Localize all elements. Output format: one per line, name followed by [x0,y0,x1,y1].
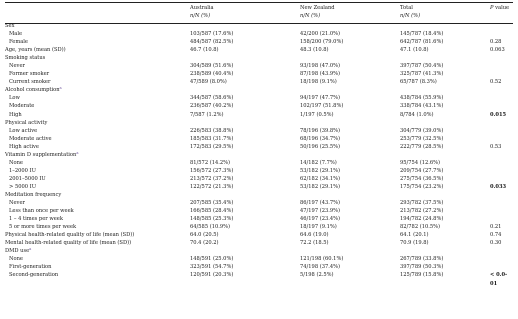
table-section-row [0,191,518,199]
p-value-text: 0.21 [490,224,502,231]
table-row [0,143,518,151]
table-row [0,175,518,183]
total-value: 222/779 (28.5%) [400,143,444,150]
total-value: 642/787 (81.6%) [400,39,444,46]
total-value: 325/787 (41.3%) [400,71,444,78]
row-label-text: Low active [9,127,38,134]
row-label-text: > 5000 IU [9,183,37,190]
row-label [9,38,28,46]
row-label-text: Second-generation [9,272,59,279]
row-label [9,159,23,167]
row-label [5,231,134,239]
row-label [9,94,20,102]
header-new-zealand [300,4,335,20]
row-label [5,151,78,159]
table-section-row [0,231,518,239]
table-row [0,78,518,86]
row-label [9,111,22,119]
australia-value: 64/585 (10.9%) [190,224,231,231]
table-row [0,223,518,231]
footnote-marker: a [29,247,32,252]
total-value: 253/779 (32.5%) [400,135,444,142]
row-label-text: Moderate [9,103,35,110]
row-label-text: Female [9,39,28,46]
table-section-row [0,86,518,94]
row-label [5,86,62,94]
new-zealand-value: 87/198 (43.9%) [300,71,341,78]
total-value: 304/779 (39.0%) [400,127,444,134]
australia-value: 103/587 (17.6%) [190,31,234,38]
p-value [490,143,501,151]
p-value [490,239,501,247]
header-p-italic: P [490,5,494,11]
row-label-text: Mental health-related quality of life (mean (SD)) [5,240,132,247]
table-row [0,159,518,167]
row-label-text: High [9,111,22,118]
header-total-name: Total [400,5,413,11]
australia-value: 156/572 (27.3%) [190,167,234,174]
australia-value: 323/591 (54.7%) [190,264,234,271]
new-zealand-value: 1/197 (0.5%) [300,111,334,118]
australia-value: 484/587 (82.5%) [190,39,234,46]
australia-value: 46.7 (10.8) [190,47,219,54]
new-zealand-value: 102/197 (51.8%) [300,103,344,110]
p-value-text-continued: 01 [490,280,498,287]
new-zealand-value: 46/197 (23.4%) [300,216,341,223]
row-label [9,70,49,78]
total-value: 338/784 (43.1%) [400,103,444,110]
total-value: 65/787 (8.3%) [400,79,437,86]
australia-value: 64.0 (20.5) [190,232,219,239]
new-zealand-value: 50/196 (25.5%) [300,143,341,150]
row-label-text: Current smoker [9,79,51,86]
australia-value: 122/572 (21.3%) [190,183,234,190]
row-label-text: 2001–5000 IU [9,175,46,182]
p-value [490,38,501,46]
row-label [9,183,36,191]
row-label [5,239,131,247]
row-label-text: Sex [5,23,15,29]
table-section-row [0,22,518,30]
row-label [9,143,39,151]
australia-value: 172/583 (29.5%) [190,143,234,150]
row-label [9,127,37,135]
row-label-text: Smoking status [5,55,46,62]
row-label-text: Low [9,95,20,102]
total-value: 397/787 (50.4%) [400,63,444,70]
total-value: 145/787 (18.4%) [400,31,444,38]
row-label [9,207,74,215]
table-row [0,199,518,207]
row-label [9,62,25,70]
table-row [0,30,518,38]
table-row [0,70,518,78]
p-value [490,111,506,119]
p-value-text: 0.063 [490,47,505,54]
header-p-rest: value [493,5,510,11]
p-value-text: 0.53 [490,143,502,150]
p-value-text: 0.52 [490,79,502,86]
new-zealand-value: 64.6 (19.0) [300,232,329,239]
new-zealand-value: 18/197 (9.1%) [300,224,337,231]
row-label-text: High active [9,143,39,150]
table-row [0,271,518,287]
australia-value: 238/589 (40.4%) [190,71,234,78]
table-row [0,94,518,102]
row-label [5,119,47,127]
total-value: 213/782 (27.2%) [400,208,444,215]
header-p-value [490,4,509,12]
total-value: 95/754 (12.6%) [400,159,441,166]
total-value: 293/782 (37.5%) [400,200,444,207]
new-zealand-value: 53/182 (29.1%) [300,167,341,174]
australia-value: 304/589 (51.6%) [190,63,234,70]
row-label-text: Male [9,31,23,38]
row-label [9,271,58,279]
row-label-text: Age, years (mean (SD)) [5,47,66,54]
table-row [0,62,518,70]
table-row [0,38,518,46]
header-australia [190,4,214,20]
new-zealand-value: 14/182 (7.7%) [300,159,337,166]
australia-value: 120/591 (20.3%) [190,272,234,279]
row-label [9,167,36,175]
row-label-text: 1–2000 IU [9,167,36,174]
row-label-text: None [9,256,23,263]
total-value: 209/754 (27.7%) [400,167,444,174]
table-row [0,111,518,119]
australia-value: 226/583 (38.8%) [190,127,234,134]
total-value: 82/782 (10.5%) [400,224,441,231]
header-australia-sub: n/N (%) [190,13,211,19]
p-value [490,46,505,54]
new-zealand-value: 158/200 (79.0%) [300,39,344,46]
header-nz-sub: n/N (%) [300,13,321,19]
australia-value: 213/572 (37.2%) [190,175,234,182]
new-zealand-value: 53/182 (29.1%) [300,183,341,190]
footnote-marker: a [76,150,79,155]
row-label [9,102,34,110]
row-label [5,54,45,62]
table-row [0,207,518,215]
p-value-text: 0.30 [490,240,502,247]
header-total [400,4,420,20]
new-zealand-value: 42/200 (21.0%) [300,31,341,38]
row-label [5,247,31,255]
table-section-row [0,46,518,54]
table-header [0,0,518,22]
row-label [9,223,76,231]
australia-value: 236/587 (40.2%) [190,103,234,110]
row-label-text: Physical health-related quality of life (mean (SD)) [5,232,135,239]
total-value: 267/789 (33.8%) [400,256,444,263]
total-value: 438/784 (55.9%) [400,95,444,102]
row-label-text: Former smoker [9,71,50,78]
row-label-text: 1 – 4 times per week [9,216,63,223]
row-label [9,215,63,223]
row-label [9,175,46,183]
table-row [0,167,518,175]
australia-value: 207/585 (35.4%) [190,200,234,207]
total-value: 70.9 (19.8) [400,240,429,247]
row-label-text: Less than once per week [9,208,74,215]
new-zealand-value: 78/196 (39.8%) [300,127,341,134]
new-zealand-value: 74/198 (37.4%) [300,264,341,271]
total-value: 64.1 (20.1) [400,232,429,239]
row-label-text: First-generation [9,264,52,271]
table-section-row [0,119,518,127]
table-section-row [0,239,518,247]
p-value-text: 0.033 [490,183,507,190]
p-value-text: < 0.0- [490,272,508,279]
p-value [490,231,501,239]
row-label-text: None [9,159,23,166]
row-label [9,263,51,271]
total-value: 397/789 (50.3%) [400,264,444,271]
table-body [0,22,518,287]
new-zealand-value: 86/197 (43.7%) [300,200,341,207]
p-value [490,78,501,86]
new-zealand-value: 48.3 (10.8) [300,47,329,54]
australia-value: 47/589 (8.0%) [190,79,227,86]
new-zealand-value: 47/197 (23.9%) [300,208,341,215]
new-zealand-value: 18/198 (9.1%) [300,79,337,86]
p-value [490,183,506,191]
row-label-text: Meditation frequency [5,191,62,198]
row-label [9,135,52,143]
new-zealand-value: 121/198 (60.1%) [300,256,344,263]
p-value-text: 0.74 [490,232,502,239]
table-row [0,127,518,135]
row-label [5,46,66,54]
total-value: 175/754 (23.2%) [400,183,444,190]
australia-value: 81/572 (14.2%) [190,159,231,166]
table-row [0,135,518,143]
total-value: 8/784 (1.0%) [400,111,434,118]
header-nz-name: New Zealand [300,5,335,11]
new-zealand-value: 5/198 (2.5%) [300,272,334,279]
row-label-text: Never [9,63,25,70]
table-row [0,215,518,223]
new-zealand-value: 62/182 (34.1%) [300,175,341,182]
table-section-row [0,54,518,62]
row-label-text: Moderate active [9,135,52,142]
total-value: 47.1 (10.8) [400,47,429,54]
new-zealand-value: 93/198 (47.0%) [300,63,341,70]
p-value-text: 0.015 [490,111,507,118]
australia-value: 185/583 (31.7%) [190,135,234,142]
australia-value: 70.4 (20.2) [190,240,219,247]
row-label-text: Alcohol consumption [5,87,60,94]
table-row [0,255,518,263]
row-label [9,78,50,86]
row-label-text: Vitamin D supplementation [5,151,77,158]
australia-value: 7/587 (1.2%) [190,111,224,118]
total-value: 194/782 (24.8%) [400,216,444,223]
table-row [0,183,518,191]
table-row [0,102,518,110]
row-label [5,191,61,199]
total-value: 125/789 (15.8%) [400,272,444,279]
p-value-text: 0.28 [490,39,502,46]
australia-value: 148/585 (25.3%) [190,216,234,223]
table-section-row [0,151,518,159]
table-row [0,263,518,271]
new-zealand-value: 68/196 (34.7%) [300,135,341,142]
table-section-row [0,247,518,255]
row-label-text: Never [9,200,25,207]
row-label-text: DMD use [5,248,30,255]
total-value: 275/754 (36.5%) [400,175,444,182]
australia-value: 344/587 (58.6%) [190,95,234,102]
row-label-text: Physical activity [5,119,48,126]
row-label [9,255,23,263]
row-label [9,30,22,38]
australia-value: 166/585 (28.4%) [190,208,234,215]
new-zealand-value: 94/197 (47.7%) [300,95,341,102]
new-zealand-value: 72.2 (18.5) [300,240,329,247]
row-label-text: 5 or more times per week [9,224,77,231]
row-label [5,22,14,30]
header-total-sub: n/N (%) [400,13,421,19]
p-value [490,271,507,287]
footnote-marker: a [59,86,62,91]
australia-value: 148/591 (25.0%) [190,256,234,263]
row-label [9,199,25,207]
p-value [490,223,501,231]
header-australia-name: Australia [190,5,214,11]
